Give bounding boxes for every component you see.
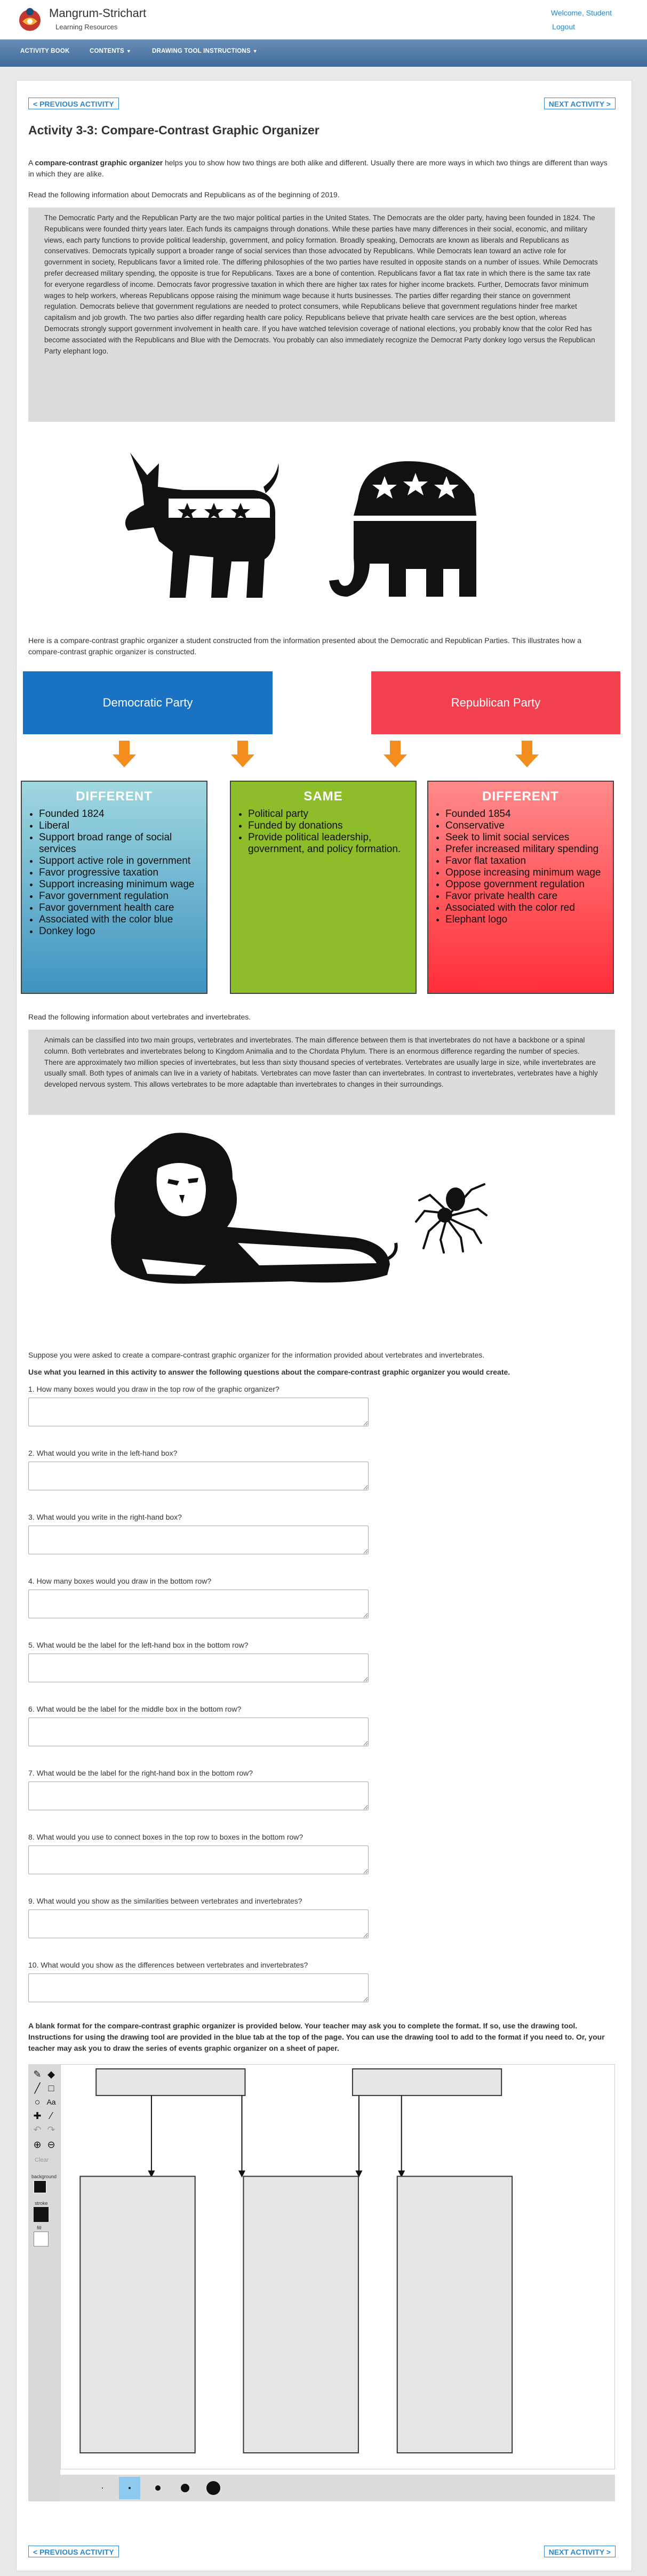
question-7-label: 7. What would be the label for the right-hand box in the bottom row? [28, 1769, 253, 1777]
redo-icon[interactable]: ↷ [47, 2124, 55, 2135]
line-icon[interactable]: ╱ [34, 2082, 41, 2093]
answer-10-input[interactable] [28, 1973, 369, 2002]
list-item: • Seek to limit social services [445, 832, 605, 844]
answer-4-input[interactable] [28, 1590, 369, 1618]
democrat-donkey-logo [121, 447, 286, 602]
page-title: Activity 3-3: Compare-Contrast Graphic Organizer [28, 123, 319, 137]
background-color-swatch[interactable] [34, 2180, 46, 2193]
move-icon[interactable]: ✚ [33, 2110, 42, 2121]
list-item: • Founded 1854 [445, 808, 605, 820]
list-item: • Oppose government regulation [445, 879, 605, 890]
list-item: • Favor private health care [445, 890, 605, 902]
question-5-label: 5. What would be the label for the left-hand box in the bottom row? [28, 1641, 249, 1649]
suppose-paragraph: Suppose you were asked to create a compare-contrast graphic organizer for the information provided about vertebrates and invertebrates. [28, 1351, 485, 1359]
read-instruction-parties: Read the following information about Democrats and Republicans as of the beginning of 2019. [28, 190, 340, 199]
list-item: • Favor government regulation [39, 890, 199, 902]
arrow-down-icon [384, 741, 407, 767]
list-item: • Support active role in government [39, 855, 199, 867]
brand-subtitle: Learning Resources [55, 23, 118, 31]
list-item: • Elephant logo [445, 914, 605, 926]
fill-color-swatch[interactable] [34, 2232, 49, 2246]
fill-label: fill [37, 2225, 42, 2230]
list-item: • Funded by donations [248, 820, 408, 832]
list-item: • Support increasing minimum wage [39, 879, 199, 890]
question-8-label: 8. What would you use to connect boxes in the top row to boxes in the bottom row? [28, 1833, 303, 1841]
eraser-icon[interactable]: ◆ [47, 2068, 55, 2080]
list-item: • Oppose increasing minimum wage [445, 867, 605, 879]
list-item: • Conservative [445, 820, 605, 832]
republican-party-box: Republican Party [371, 671, 620, 734]
brush-size-1[interactable] [102, 2487, 103, 2489]
nav-contents[interactable]: CONTENTS ▼ [90, 48, 131, 54]
question-4-label: 4. How many boxes would you draw in the bottom row? [28, 1577, 212, 1585]
answer-6-input[interactable] [28, 1718, 369, 1746]
list-item: • Associated with the color blue [39, 914, 199, 926]
answer-7-input[interactable] [28, 1781, 369, 1810]
list-item: • Support broad range of social services [39, 832, 199, 855]
drawing-canvas[interactable] [60, 2064, 615, 2469]
chevron-down-icon: ▼ [126, 49, 131, 54]
animals-reading-box: Animals can be classified into two main groups, vertebrates and invertebrates. The main difference between them is that invertebrates do not have a backbone or a spinal column. Both vertebrates and invertebrates belong to Kingdom Animalia and to the Chordata Phylum. There is an enormous difference regarding the number of species. There are approximately two million species of invertebrates, but less than sixty thousand species of vertebrates. Vertebrates are usually large in size, while invertebrates are usually small. Both types of animals can live in a variety of habitats. Vertebrates can move faster than can invertebrates. In contrast to invertebrates, vertebrates have a highly developed nervous system. This allows vertebrates to be more adaptable than invertebrates to changes in their surroundings. [28, 1030, 615, 1115]
brush-size-4[interactable] [181, 2484, 189, 2492]
undo-icon[interactable]: ↶ [33, 2124, 42, 2135]
mangrum-strichart-logo[interactable] [16, 5, 44, 33]
zoom-in-icon[interactable]: ⊕ [33, 2139, 42, 2150]
democrat-different-box [21, 781, 207, 994]
list-item: • Favor flat taxation [445, 855, 605, 867]
drawing-toolbar [28, 2064, 60, 2501]
drawing-tool [28, 2064, 615, 2501]
answer-8-input[interactable] [28, 1845, 369, 1874]
answer-1-input[interactable] [28, 1398, 369, 1426]
question-6-label: 6. What would be the label for the middle box in the bottom row? [28, 1705, 242, 1713]
pencil-icon[interactable]: ✎ [33, 2068, 42, 2080]
same-box [230, 781, 417, 994]
question-2-label: 2. What would you write in the left-hand box? [28, 1449, 178, 1457]
brush-size-bar [60, 2475, 615, 2501]
spider-image [414, 1168, 489, 1254]
nav-drawing-tool-instructions[interactable]: DRAWING TOOL INSTRUCTIONS ▼ [152, 48, 258, 54]
question-3-label: 3. What would you write in the right-hand box? [28, 1513, 182, 1521]
republican-different-title: DIFFERENT [482, 789, 559, 804]
list-item: • Founded 1824 [39, 808, 199, 820]
republican-elephant-logo [326, 457, 491, 600]
previous-activity-button[interactable]: < PREVIOUS ACTIVITY [28, 98, 119, 109]
democratic-party-box: Democratic Party [23, 671, 273, 734]
next-activity-button[interactable]: NEXT ACTIVITY > [544, 98, 616, 109]
questions-instruction: Use what you learned in this activity to answer the following questions about the compare-contrast graphic organizer you would create. [28, 1368, 510, 1376]
main-nav [0, 39, 647, 67]
previous-activity-button-bottom[interactable]: < PREVIOUS ACTIVITY [28, 2546, 119, 2557]
rectangle-icon[interactable]: □ [48, 2082, 54, 2093]
eyedropper-icon[interactable]: ⁄ [50, 2110, 52, 2121]
nav-activity-book[interactable]: ACTIVITY BOOK [20, 48, 70, 54]
democrat-different-title: DIFFERENT [76, 789, 153, 804]
republican-different-list [436, 808, 605, 926]
ellipse-icon[interactable]: ○ [34, 2096, 41, 2107]
logout-link[interactable]: Logout [552, 22, 575, 31]
question-1-label: 1. How many boxes would you draw in the top row of the graphic organizer? [28, 1385, 279, 1393]
site-header [0, 0, 647, 39]
democrat-different-list [29, 808, 199, 937]
answer-5-input[interactable] [28, 1654, 369, 1682]
blank-format-instructions: A blank format for the compare-contrast graphic organizer is provided below. Your teacher may ask you to complete the format. If so, use the drawing tool. Instructions for using the drawing tool are provided in the blue tab at the top of the page. You can use the drawing tool to add to the format if you need to. Or, your teacher may ask you to draw the series of events graphic organizer on a sheet of paper. [28, 2021, 605, 2052]
list-item: • Donkey logo [39, 926, 199, 937]
lion-image [99, 1126, 398, 1291]
text-icon[interactable]: Aa [46, 2098, 56, 2106]
organizer-intro-paragraph: Here is a compare-contrast graphic organizer a student constructed from the information presented about the Democratic and Republican Parties. This illustrates how a compare-contrast graphic organizer is constructed. [28, 636, 582, 656]
list-item: • Liberal [39, 820, 199, 832]
arrow-down-icon [515, 741, 539, 767]
same-list [238, 808, 408, 855]
chevron-down-icon: ▼ [252, 49, 258, 54]
list-item: • Favor government health care [39, 902, 199, 914]
answer-3-input[interactable] [28, 1526, 369, 1554]
list-item: • Political party [248, 808, 408, 820]
question-9-label: 9. What would you show as the similarities between vertebrates and invertebrates? [28, 1897, 302, 1905]
answer-9-input[interactable] [28, 1909, 369, 1938]
activity-card [16, 80, 632, 2571]
arrow-down-icon [231, 741, 254, 767]
brush-size-2[interactable] [129, 2487, 131, 2489]
welcome-text: Welcome, Student [550, 9, 612, 17]
intro-term: compare-contrast graphic organizer [35, 158, 163, 167]
question-10-label: 10. What would you show as the differences between vertebrates and invertebrates? [28, 1961, 308, 1969]
list-item: • Provide political leadership, government, and policy formation. [248, 832, 408, 855]
parties-reading-box: The Democratic Party and the Republican Party are the two major political parties in the United States. The Democrats are the older party, having been founded in 1824. The Republicans were founded thirty years later. Each funds its campaigns through donations. While these parties have many differences in their social, economic, and military views, each party functions to provide political leadership, government, and policy formation. Broadly speaking, Democrats are known as liberals and Republicans as conservatives. Democrats typically support a broader range of social services than those advocated by Republicans. While Democrats lean toward an active role for government in society, Republicans favor a limited role. The differing philosophies of the two parties have resulted in opposite stands on a number of issues. While Democrats prefer decreased military spending, the opposite is true for Republicans. Taxes are a bone of contention. Republicans favor a flat tax rate in which there is the same tax rate for everyone regardless of income. Democrats favor progressive taxation in which there are higher tax rates for higher income brackets. Further, Democrats favor minimum wages to help workers, whereas Republicans oppose raising the minimum wage because it hurts businesses. The parties differ regarding their stance on government regulation. Democrats believe that government regulations are needed to protect consumers, while Republicans believe that government regulations hinder free market capitalism and job growth. The two parties also differ regarding health care policy. Republicans believe that private health care services are the best option, whereas Democrats strongly support government involvement in health care. If you have watched television coverage of national elections, you probably know that the color Red has become associated with the Republicans and Blue with the Democrats. You probably can also immediately recognize the Democrat Party donkey logo versus the Republican Party elephant logo. [28, 207, 615, 422]
arrow-down-icon [113, 741, 136, 767]
intro-paragraph: A compare-contrast graphic organizer helps you to show how two things are both alike and different. Usually there are more ways in which two things are different than ways in which they are alike. [28, 158, 608, 178]
read-instruction-animals: Read the following information about vertebrates and invertebrates. [28, 1013, 251, 1021]
same-title: SAME [303, 789, 343, 804]
answer-2-input[interactable] [28, 1462, 369, 1490]
list-item: • Prefer increased military spending [445, 844, 605, 855]
brush-size-5[interactable] [206, 2481, 220, 2495]
stroke-color-swatch[interactable] [34, 2207, 49, 2222]
stroke-label: stroke [35, 2201, 48, 2206]
next-activity-button-bottom[interactable]: NEXT ACTIVITY > [544, 2546, 616, 2557]
list-item: • Favor progressive taxation [39, 867, 199, 879]
brush-size-3[interactable] [155, 2485, 161, 2491]
background-label: background [31, 2174, 57, 2179]
republican-different-box [427, 781, 614, 994]
brand-title: Mangrum-Strichart [49, 6, 147, 20]
clear-button[interactable]: Clear [35, 2157, 49, 2163]
zoom-out-icon[interactable]: ⊖ [47, 2139, 55, 2150]
list-item: • Associated with the color red [445, 902, 605, 914]
